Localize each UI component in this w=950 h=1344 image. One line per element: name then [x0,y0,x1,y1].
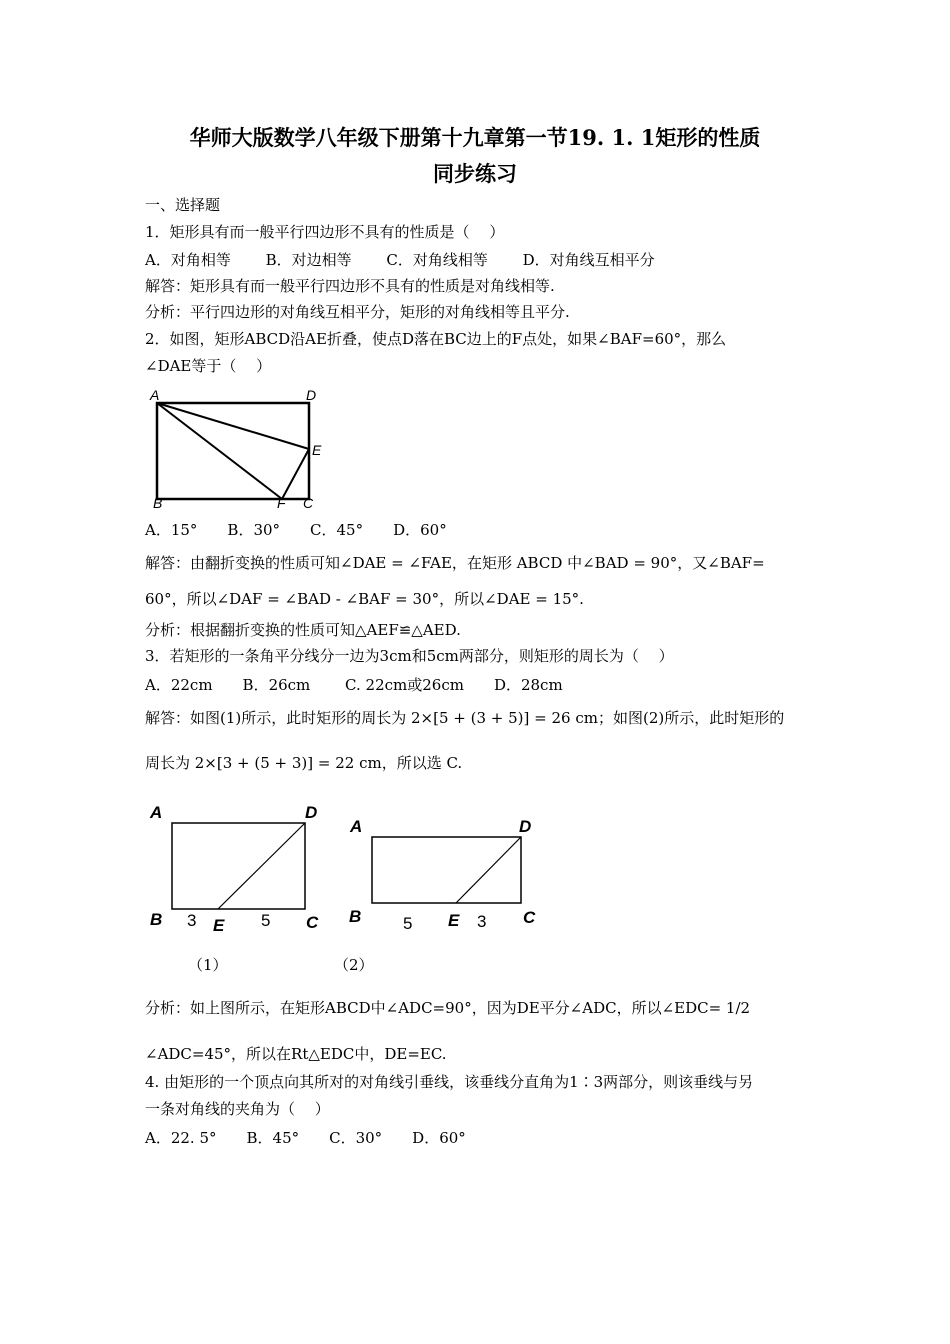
label-B: B [153,495,163,511]
question-4-options: A．22. 5° B．45° C．30° D．60° [145,1129,466,1147]
question-3-answer: 解答：如图(1)所示，此时矩形的周长为 2×[5 + (3 + 5)] = 26 cm；如图(2)所示，此时矩形的 [145,709,785,727]
label-A: A [150,803,163,822]
figure-3-2 [345,812,545,937]
label-D: D [519,817,532,836]
label-E: E [312,442,322,458]
question-3: 3．若矩形的一条角平分线分一边为3cm和5cm两部分，则矩形的周长为（ ） [145,647,674,665]
question-1-options: A．对角相等 B．对边相等 C．对角线相等 D．对角线互相平分 [145,251,655,269]
label-D: D [306,387,317,403]
label-D: D [305,803,318,822]
question-1-analysis: 分析：平行四边形的对角线互相平分，矩形的对角线相等且平分. [145,303,570,321]
caption-figure-2: （2） [334,956,374,974]
segment-BE: 5 [403,914,413,933]
question-3-answer-cont: 周长为 2×[3 + (5 + 3)] = 22 cm，所以选 C. [145,754,463,772]
document-subtitle: 同步练习 [433,161,517,186]
question-2: 2．如图，矩形ABCD沿AE折叠，使点D落在BC边上的F点处，如果∠BAF=60°，那么 [145,330,727,348]
segment-EC: 5 [261,911,271,930]
document-title: 华师大版数学八年级下册第十九章第一节19. 1. 1矩形的性质 [189,125,761,150]
label-A: A [150,387,160,403]
label-A: A [350,817,363,836]
question-2-cont: ∠DAE等于（ ） [145,357,272,375]
label-B: B [349,907,362,926]
segment-BE: 3 [187,911,197,930]
question-2-analysis: 分析：根据翻折变换的性质可知△AEF≌△AED. [145,621,461,639]
label-C: C [306,913,319,932]
figure-3-1 [145,798,335,938]
figure-question-2 [145,383,335,513]
question-1: 1．矩形具有而一般平行四边形不具有的性质是（ ） [145,223,505,241]
section-heading: 一、选择题 [145,196,221,214]
question-2-answer: 解答：由翻折变换的性质可知∠DAE = ∠FAE，在矩形 ABCD 中∠BAD = 90°，又∠BAF= [145,554,765,572]
label-F: F [277,495,286,511]
question-3-options: A．22cm B．26cm C. 22cm或26cm D．28cm [145,676,563,694]
caption-figure-1: （1） [188,956,228,974]
label-C: C [303,495,314,511]
label-C: C [523,908,536,927]
question-4-cont: 一条对角线的夹角为（ ） [145,1100,330,1118]
question-2-options: A．15° B．30° C．45° D．60° [145,521,447,539]
question-3-analysis: 分析：如上图所示，在矩形ABCD中∠ADC=90°，因为DE平分∠ADC，所以∠EDC= 1/2 [145,999,751,1017]
question-4: 4. 由矩形的一个顶点向其所对的对角线引垂线，该垂线分直角为1∶3两部分，则该垂线与另 [145,1073,754,1091]
question-1-answer: 解答：矩形具有而一般平行四边形不具有的性质是对角线相等. [145,277,555,295]
label-E: E [448,911,460,930]
segment-EC: 3 [477,912,487,931]
question-3-analysis-cont: ∠ADC=45°，所以在Rt△EDC中，DE=EC. [145,1045,447,1063]
label-B: B [150,910,163,929]
question-2-answer-cont: 60°，所以∠DAF = ∠BAD - ∠BAF = 30°，所以∠DAE = 15°. [145,590,584,608]
label-E: E [213,916,225,935]
